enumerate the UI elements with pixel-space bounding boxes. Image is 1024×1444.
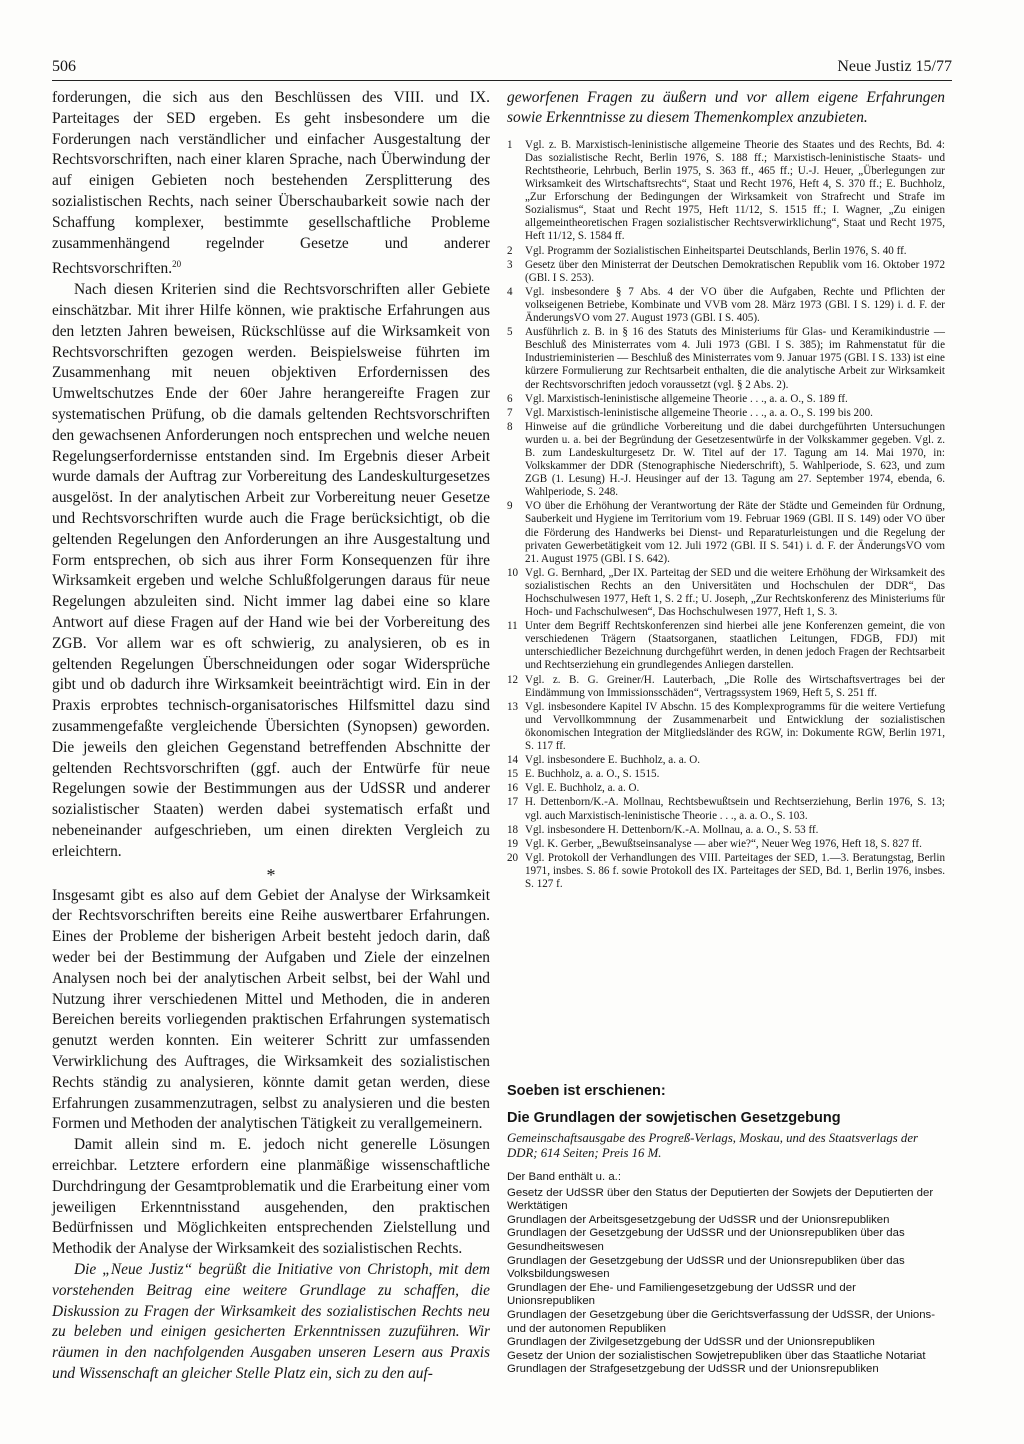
footnote-text: E. Buchholz, a. a. O., S. 1515. (525, 768, 660, 781)
footnote (507, 286, 945, 325)
footnote-number: 13 (507, 700, 519, 713)
footnote (507, 567, 945, 619)
notice-contents-label: Der Band enthält u. a.: (507, 1171, 621, 1183)
footnote-text: Gesetz über den Ministerrat der Deutschen Demokratischen Republik vom 16. Oktober 1972 (GBl. I S. 253). (525, 258, 945, 284)
footnote (507, 500, 945, 565)
header-rule (52, 80, 952, 81)
notice-contents-item: Grundlagen der Strafgesetzgebung der UdSSR und der Unionsrepubliken (507, 1363, 879, 1376)
footnote-text: Ausführlich z. B. in § 16 des Statuts des Ministeriums für Glas- und Keramikindustrie — Beschluß des Ministerrates vom 4. Juli 1973 (GBl. I S. 385); im Rahmenstatut für die Industrieministerien — Beschluß des Ministerrates vom 9. Januar 1975 (GBl. I S. 133) ist eine kürzere Formulierung zur Rechtsarbeit enthalten, die die analytische Arbeit zur Wirksamkeit der Rechtsvorschriften jedoch voraussetzt (vgl. § 2 Abs. 2). (525, 326, 945, 391)
notice-book-subtitle: Gemeinschaftsausgabe des Progreß-Verlags, Moskau, und des Staatsverlags der DDR; 614 Seiten; Preis 16 M. (507, 1131, 918, 1160)
footnote-number: 7 (507, 406, 513, 419)
footnote (507, 326, 945, 391)
footnote-text: VO über die Erhöhung der Verantwortung der Räte der Städte und Gemeinden für Ordnung, Sauberkeit und Hygiene im Territorium vom 19. Februar 1969 (GBl. II S. 149) oder VO über die Förderung des Handwerks bei Dienst- und Reparaturleistungen und die Regelung der privaten Gewerbetätigkeit vom 12. Juli 1972 (GBl. II S. 541) i. d. F. der ÄnderungsVO vom 21. August 1975 (GBl. I S. 642). (525, 500, 945, 565)
footnote-list (507, 139, 945, 891)
section-separator: * (266, 864, 276, 885)
editorial-note: Die „Neue Justiz“ begrüßt die Initiative von Christoph, mit dem vorstehenden Beitrag eine weitere Grundlage zu schaffen, die Diskussion zu Fragen der Wirksamkeit des sozialistischen Rechts neu zu beleben und einigen gesicherten Erkenntnissen zuzuführen. Wir räumen in den nachfolgenden Ausgaben unseren Lesern aus Praxis und Wissenschaft an gleicher Stelle Platz ein, sich zu den auf- (52, 1260, 490, 1382)
footnote-text: Vgl. Marxistisch-leninistische allgemeine Theorie . . ., a. a. O., S. 189 ff. (525, 392, 848, 405)
footnote-text: Vgl. E. Buchholz, a. a. O. (525, 782, 640, 795)
footnote-number: 1 (507, 138, 513, 151)
footnote-text: Vgl. G. Bernhard, „Der IX. Parteitag der SED und die weitere Erhöhung der Wirksamkeit des sozialistischen Rechts an den Universitäten und Hochschulen der DDR“, Das Hochschulwesen 1977, Heft 1, S. 2 ff.; U. Joseph, „Zur Rechtskonferenz des Ministeriums für Hoch- und Fachschulwesen“, Das Hochschulwesen 1977, Heft 1, S. 3. (525, 566, 945, 619)
footnote (507, 701, 945, 753)
footnote-number: 12 (507, 673, 519, 686)
notice-contents-item: Grundlagen der Gesetzgebung der UdSSR und der Unionsrepubliken über das Volksbildungswesen (507, 1254, 905, 1281)
footnote-number: 3 (507, 258, 513, 271)
notice-contents-item: Grundlagen der Zivilgesetzgebung der UdSSR und der Unionsrepubliken (507, 1336, 875, 1349)
footnote (507, 421, 945, 500)
footnote-number: 8 (507, 420, 513, 433)
footnote-number: 19 (507, 837, 519, 850)
footnote-text: Vgl. K. Gerber, „Bewußtseinsanalyse — aber wie?“, Neuer Weg 1976, Heft 18, S. 827 ff. (525, 837, 922, 850)
notice-heading: Soeben ist erschienen: (507, 1083, 666, 1099)
footnote (507, 245, 945, 258)
footnote-number: 10 (507, 566, 519, 579)
footnote-text: Vgl. insbesondere Kapitel IV Abschn. 15 des Komplexprogramms für die weitere Vertiefung und Vervollkommnung der Zusammenarbeit und Entwicklung der sozialistischen ökonomischen Integration der Mitgliedsländer des RGW, in: Dokumente RGW, Berlin 1971, S. 117 ff. (525, 700, 945, 753)
footnote-number: 9 (507, 500, 513, 513)
footnote-text: Vgl. z. B. Marxistisch-leninistische allgemeine Theorie des Staates und des Rechts, Bd. 4: Das sozialistische Recht, Berlin 1976, S. 188 ff.; Marxistisch-leninistische Staats- und Rechtstheorie, Lehrbuch, Berlin 1975, S. 363 ff., 465 ff.; U.-J. Heuer, „Überlegungen zur Wirksamkeit des Wirtschaftsrechts“, Staat und Recht 1976, Heft 4, S. 370 ff.; E. Buchholz, „Zur Erforschung der Bedingungen der Wirksamkeit von Strafrecht und Strafe im Sozialismus“, Staat und Recht 1975, Heft 11/12, S. 1515 ff.; I. Wagner, „Zu einigen allgemeintheoretischen Fragen sozialistischer Rechtsverwirklichung“, Staat und Recht 1975, Heft 11/12, S. 1584 ff. (525, 138, 945, 243)
footnote (507, 407, 945, 420)
footnote-text: Unter dem Begriff Rechtskonferenzen sind hierbei alle jene Konferenzen gemeint, die von verschiedenen Trägern (Staatsorganen, staatlichen Leitungen, FDGB, FDJ) mit unterschiedlicher Bezeichnung durchgeführt werden, in denen jedoch Fragen der Rechtsarbeit und Rechtserziehung ein grundlegendes Anliegen darstellen. (525, 620, 945, 672)
footnote (507, 796, 945, 822)
article-paragraph (52, 88, 490, 280)
footnote-number: 2 (507, 244, 513, 257)
footnote (507, 824, 945, 837)
footnote-text: Vgl. z. B. G. Greiner/H. Lauterbach, „Die Rolle des Wirtschaftsvertrages bei der Eindämmung von Immissionsschäden“, Vertragssystem 1969, Heft 5, S. 251 ff. (525, 673, 945, 699)
article-paragraph: Insgesamt gibt es also auf dem Gebiet der Analyse der Wirksamkeit der Rechtsvorschriften bereits eine Reihe auswertbarer Erfahrungen. Eines der Probleme der bisherigen Arbeit besteht jedoch darin, daß weder bei der Bestimmung der Aufgaben und Ziele der einzelnen Analysen noch bei der analytischen Arbeit selbst, bei der Wahl und Nutzung ihrer verschiedenen Mittel und Methoden, die in anderen Bereichen bereits vorliegenden praktischen Erfahrungen systematisch genutzt werden konnten. Ein weiterer Schritt zur umfassenden Verwirklichung des Auftrages, die Wirksamkeit des sozialistischen Rechts ständig zu analysieren, könnte damit getan werden, diese Erfahrungen zusammenzutragen, selbst zu analysieren und die besten Formen und Methoden der analytischen Tätigkeit zu verallgemeinern. (52, 886, 490, 1133)
notice-contents-list (507, 1187, 945, 1377)
article-right-column (507, 88, 945, 892)
footnote (507, 768, 945, 781)
footnote (507, 259, 945, 285)
footnote-number: 11 (507, 620, 518, 633)
footnote-number: 18 (507, 823, 519, 836)
footnote-text: Hinweise auf die gründliche Vorbereitung und die dabei durchgeführten Untersuchungen wurden u. a. bei der Begründung der Gesetzesentwürfe in der Volkskammer gegeben. Vgl. z. B. zum Landeskulturgesetz Dr. W. Titel auf der 17. Tagung am 14. Mai 1970, in: Volkskammer der DDR (Stenographische Niederschrift), 5. Wahlperiode, S. 623, und zum ZGB (1. Lesung) H.-J. Heusinger auf der 13. Tagung am 27. September 1974, ebenda, 6. Wahlperiode, S. 248. (525, 420, 945, 499)
footnote (507, 674, 945, 700)
footnote (507, 852, 945, 891)
notice-contents-item: Grundlagen der Gesetzgebung über die Gerichtsverfassung der UdSSR, der Unions- und der autonomen Republiken (507, 1308, 936, 1335)
footnote (507, 838, 945, 851)
footnote (507, 754, 945, 767)
footnote-reference: 20 (172, 259, 182, 270)
paragraph-text: forderungen, die sich aus den Beschlüssen des VIII. und IX. Parteitages der SED ergeben. Es geht insbesondere um die Forderungen nach verständlicher und einfacher Ausgestaltung der Rechtsvorschriften, nach einer klaren Sprache, nach Überwindung der auf einigen Gebieten noch bestehenden Zersplitterung des sozialistischen Rechts, nach seiner Überschaubarkeit sowie nach der Schaffung komplexer, bestimmte gesellschaftliche Probleme zusammenhängend regelnder Gesetze und anderer Rechtsvorschriften. (52, 89, 490, 278)
footnote-number: 16 (507, 782, 519, 795)
footnote-text: Vgl. Programm der Sozialistischen Einheitspartei Deutschlands, Berlin 1976, S. 40 ff. (525, 244, 907, 257)
publication-notice (507, 1082, 945, 1377)
notice-contents-item: Gesetz der Union der sozialistischen Sowjetrepubliken über das Staatliche Notariat (507, 1349, 926, 1362)
footnote-number: 15 (507, 768, 519, 781)
notice-contents-item: Gesetz der UdSSR über den Status der Deputierten der Sowjets der Deputierten der Werktätigen (507, 1186, 934, 1213)
footnote-number: 5 (507, 326, 513, 339)
footnote (507, 782, 945, 795)
page-number: 506 (52, 58, 76, 75)
article-left-column (52, 88, 490, 1385)
article-paragraph: Damit allein sind m. E. jedoch nicht generelle Lösungen erreichbar. Letztere erfordern eine planmäßige wissenschaftliche Durchdringung der Gesamtproblematik und die Erarbeitung einer vom jeweiligen Erkenntnisstand ausgehenden, den praktischen Bedürfnissen und Möglichkeiten entsprechenden Zielstellung und Methodik der Analyse der Wirksamkeit des sozialistischen Rechts. (52, 1136, 490, 1258)
footnote-text: Vgl. insbesondere H. Dettenborn/K.-A. Mollnau, a. a. O., S. 53 ff. (525, 823, 819, 836)
notice-contents-item: Grundlagen der Gesetzgebung der UdSSR und der Unionsrepubliken über das Gesundheitswesen (507, 1227, 905, 1253)
notice-contents-item: Grundlagen der Arbeitsgesetzgebung der UdSSR und der Unionsrepubliken (507, 1213, 890, 1226)
footnote (507, 393, 945, 406)
article-paragraph: Nach diesen Kriterien sind die Rechtsvorschriften aller Gebiete einschätzbar. Mit ihrer Hilfe können, wie praktische Erfahrungen aus den letzten Jahren beweisen, Rückschlüsse auf die Wirksamkeit von Rechtsvorschriften gezogen werden. Beispielsweise führten im Zusammenhang mit neuen objektiven Erfordernissen des Umweltschutzes Ende der 60er Jahre herangereifte Fragen zur systematischen Prüfung, ob die damals geltenden Rechtsvorschriften den gewachsenen Anforderungen noch entsprechen und welche neuen Regelungserfordernisse entstanden sind. Im Ergebnis dieser Arbeit wurde damals der Auftrag zur Vorbereitung des Landeskulturgesetzes ausgelöst. In der analytischen Arbeit zur Vorbereitung neuer Gesetze und Rechtsvorschriften wurde auch die Frage berücksichtigt, ob die geltenden Regelungen den Anforderungen an ihre Ausgestaltung und Form entsprechen, ob sich aus ihrer Form Konsequenzen für ihre Wirksamkeit ergeben und welche Schlußfolgerungen daraus für neue Regelungen abzuleiten sind. Nicht immer lag dabei eine so klare Antwort auf diese Fragen auf der Hand wie bei der Vorbereitung des ZGB. Vor allem war es oft schwierig, zu analysieren, ob es in geltenden Regelungen Überschneidungen oder sogar Widersprüche gibt und ob dadurch ihre Wirksamkeit beeinträchtigt wird. Ein in der Praxis erprobtes technisch-organisatorisches Hilfsmittel dazu sind zusammengefaßte vergleichende Übersichten (Synopsen) geworden. Die jeweils den gleichen Gegenstand betreffenden Abschnitte der geltenden Rechtsvorschriften (ggf. auch der Entwürfe für neue Regelungen sowie der Bestimmungen aus der UdSSR und anderer sozialistischer Staaten) werden dabei systematisch erfaßt und nebeneinander aufgeschrieben, um einen direkten Vergleich zu erleichtern. (52, 281, 490, 860)
notice-contents-item: Grundlagen der Ehe- und Familiengesetzgebung der UdSSR und der Unionsrepubliken (507, 1281, 856, 1308)
footnote-number: 4 (507, 285, 513, 298)
footnote-text: Vgl. Marxistisch-leninistische allgemeine Theorie . . ., a. a. O., S. 199 bis 200. (525, 406, 873, 419)
footnote-text: H. Dettenborn/K.-A. Mollnau, Rechtsbewußtsein und Rechtserziehung, Berlin 1976, S. 13; vgl. auch Marxistisch-leninistische Theorie . . ., a. a. O., S. 103. (525, 796, 945, 822)
footnote-text: Vgl. Protokoll der Verhandlungen des VIII. Parteitages der SED, 1.—3. Beratungstag, Berlin 1971, insbes. S. 86 f. sowie Protokoll des IX. Parteitages der SED, Bd. 1, Berlin 1976, insbes. S. 127 f. (525, 851, 945, 890)
footnote-number: 20 (507, 851, 519, 864)
footnote (507, 139, 945, 244)
footnote-number: 6 (507, 392, 513, 405)
page-header (52, 58, 952, 80)
footnote-text: Vgl. insbesondere § 7 Abs. 4 der VO über die Aufgaben, Rechte und Pflichten der volkseigenen Betriebe, Kombinate und VVB vom 28. März 1973 (GBl. I S. 129) i. d. F. der ÄnderungsVO vom 27. August 1973 (GBl. I S. 405). (525, 285, 945, 325)
notice-book-title: Die Grundlagen der sowjetischen Gesetzgebung (507, 1110, 841, 1126)
footnote-number: 17 (507, 796, 519, 809)
footnote (507, 620, 945, 672)
editorial-note-continuation: geworfenen Fragen zu äußern und vor allem eigene Erfahrungen sowie Erkenntnisse zu diesem Themenkomplex anzubieten. (507, 89, 945, 127)
footnote-number: 14 (507, 754, 519, 767)
journal-issue: Neue Justiz 15/77 (837, 58, 952, 75)
footnote-text: Vgl. insbesondere E. Buchholz, a. a. O. (525, 754, 700, 767)
